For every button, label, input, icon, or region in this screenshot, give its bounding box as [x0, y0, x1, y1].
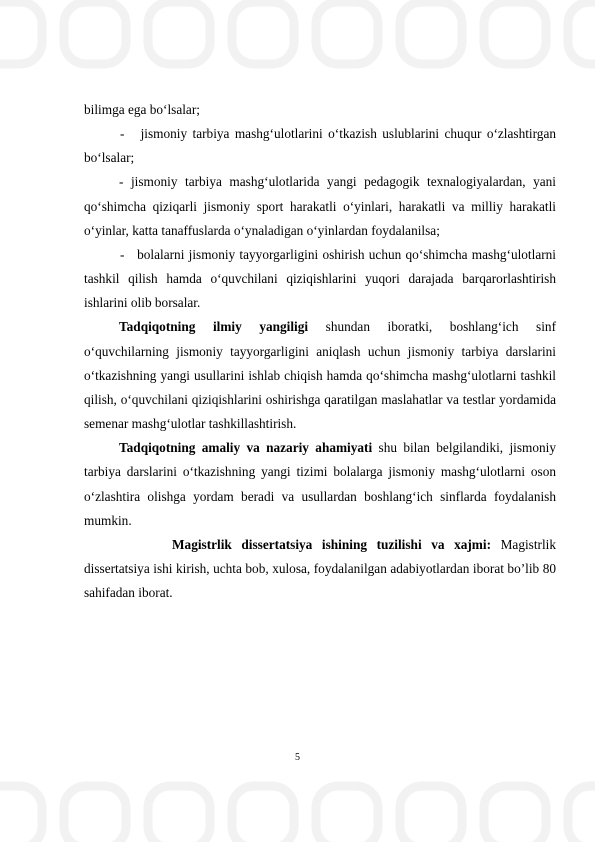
- document-body: [84, 98, 556, 605]
- paragraph-bullet-extra-lessons: - bolalarni jismoniy tayyorgarligini oshirish uchun qo‘shimcha mashg‘ulotlarni tashkil qilish hamda o‘quvchilani qiziqishlarini yuqori darajada barqarorlashtirish ishlarini olib borsalar.: [84, 246, 556, 311]
- paragraph-dissertation-structure: [84, 533, 556, 605]
- text-dissertation-structure: Magistrlik dissertatsiya ishi kirish, uchta bob, xulosa, foydalanilgan adabiyotlardan iborat bo’lib 80 sahifadan iborat.: [84, 536, 556, 601]
- text-scientific-novelty: shundan iboratki, boshlang‘ich sinf o‘quvchilarning jismoniy tayyorgarligini aniqlash uchun jismoniy tarbiya darslarini o‘tkazishning yangi usullarini ishlab chiqish hamda qo‘shimcha mashg‘ulotlarni tashkil qilish, o‘quvchilani qiziqishlarini oshirishga qaratilgan maslahatlar va testlar yordamida semenar mashg‘ulotlar tashkillashtirish.: [84, 319, 556, 432]
- paragraph-bullet-technologies: - jismoniy tarbiya mashg‘ulotlarida yangi pedagogik texnalogiyalardan, yani qo‘shimcha qiziqarli jismoniy sport harakatli o‘yinlari, harakatli va milliy harakatli o‘yinlar, katta tanaffuslarda o‘ynaladigan o‘yinlardan foydalanilsa;: [84, 174, 556, 238]
- paragraph-scientific-novelty: [84, 315, 556, 436]
- heading-scientific-novelty: Tadqiqotning ilmiy yangiligi: [119, 319, 309, 335]
- heading-dissertation-structure: Magistrlik dissertatsiya ishining tuzilishi va xajmi:: [172, 536, 492, 552]
- paragraph-practical-significance: [84, 436, 556, 533]
- heading-practical-significance: Tadqiqotning amaliy va nazariy ahamiyati: [119, 440, 373, 456]
- text-practical-significance: shu bilan belgilandiki, jismoniy tarbiya darslarini o‘tkazishning yangi tizimi bolalarga jismoniy mashg‘ulotlarni oson o‘zlashtira olishga yordam beradi va usullardan boshlang‘ich sinflarda foydalanish mumkin.: [84, 440, 556, 528]
- paragraph-intro-line: bilimga ega bo‘lsalar;: [84, 102, 200, 117]
- paragraph-bullet-methods: - jismoniy tarbiya mashg‘ulotlarini o‘tkazish uslublarini chuqur o‘zlashtirgan bo‘lsalar;: [84, 126, 556, 166]
- page-number: 5: [295, 752, 300, 763]
